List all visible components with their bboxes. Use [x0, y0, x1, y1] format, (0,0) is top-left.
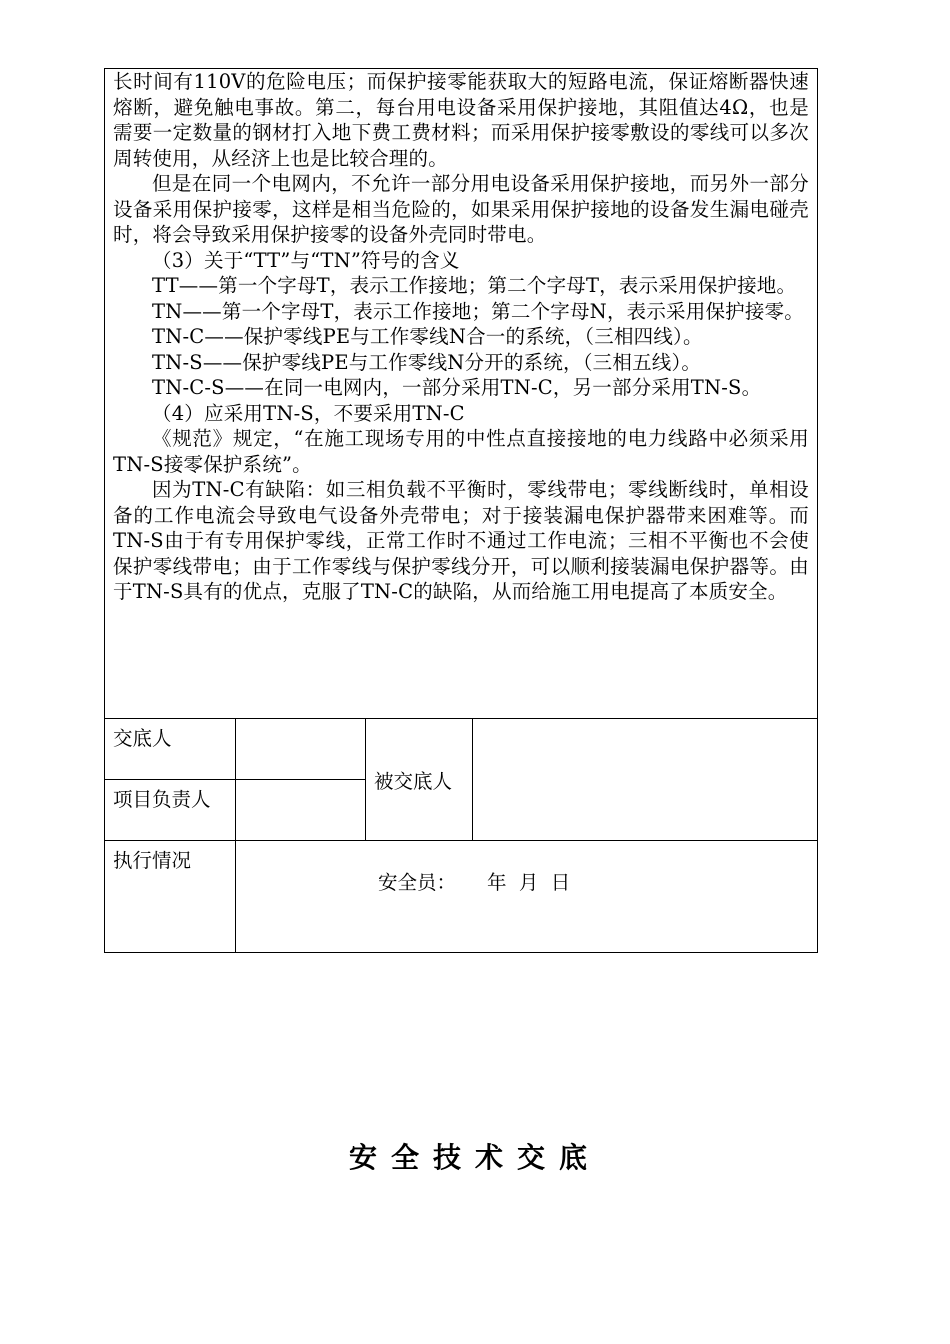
paragraph-tt: TT——第一个字母T，表示工作接地；第二个字母T，表示采用保护接地。 — [152, 274, 797, 297]
section-heading-4: （4）应采用TN-S，不要采用TN-C — [152, 401, 465, 425]
paragraph-continuation: 长时间有110V的危险电压；而保护接零能获取大的短路电流，保证熔断器快速熔断，避免触电事故。第二，每台用电设备采用保护接地，其阻值达4Ω，也是需要一定数量的钢材打入地下费工费材料；而采用保护接零敷设的零线可以多次周转使用，从经济上也是比较合理的。 — [113, 70, 809, 170]
paragraph-tn-c-s: TN-C-S——在同一电网内，一部分采用TN-C，另一部分采用TN-S。 — [152, 376, 762, 399]
recipient-signature-field[interactable] — [473, 719, 817, 841]
recipient-label: 被交底人 — [366, 719, 473, 841]
briefing-content — [105, 69, 817, 719]
paragraph-tn-s: TN-S——保护零线PE与工作零线N分开的系统，（三相五线）。 — [152, 350, 702, 374]
briefing-sheet — [104, 68, 818, 953]
section-heading-3: （3）关于“TT”与“TN”符号的含义 — [152, 248, 460, 272]
next-page-title: 安全技术交底 — [348, 1141, 601, 1174]
briefer-signature-field[interactable] — [236, 719, 366, 780]
paragraph-mixing-warning: 但是在同一个电网内，不允许一部分用电设备采用保护接地，而另外一部分设备采用保护接零，这样是相当危险的，如果采用保护接地的设备发生漏电碰壳时，将会导致采用保护接零的设备外壳同时带电。 — [113, 172, 809, 246]
execution-label: 执行情况 — [105, 841, 236, 952]
execution-row — [105, 841, 817, 952]
project-lead-signature-field[interactable] — [236, 780, 366, 841]
project-lead-label: 项目负责人 — [105, 780, 236, 841]
paragraph-regulation: 《规范》规定，“在施工现场专用的中性点直接接地的电力线路中必须采用TN-S接零保护系统”。 — [113, 427, 809, 476]
execution-field[interactable] — [236, 841, 817, 952]
paragraph-tn-c-defects: 因为TN-C有缺陷：如三相负载不平衡时，零线带电；零线断线时，单相设备的工作电流会导致电气设备外壳带电；对于接装漏电保护器带来困难等。而TN-S由于有专用保护零线，正常工作时不通过工作电流；三相不平衡也不会使保护零线带电；由于工作零线与保护零线分开，可以顺利接装漏电保护器等。由于TN-S具有的优点，克服了TN-C的缺陷，从而给施工用电提高了本质安全。 — [113, 478, 809, 603]
paragraph-tn: TN——第一个字母T，表示工作接地；第二个字母N，表示采用保护接零。 — [152, 299, 804, 323]
safety-officer-date-line: 安全员： 年 月 日 — [378, 871, 571, 894]
briefer-label: 交底人 — [105, 719, 236, 780]
paragraph-tn-c: TN-C——保护零线PE与工作零线N合一的系统，（三相四线）。 — [152, 325, 703, 348]
signature-grid — [105, 719, 817, 841]
